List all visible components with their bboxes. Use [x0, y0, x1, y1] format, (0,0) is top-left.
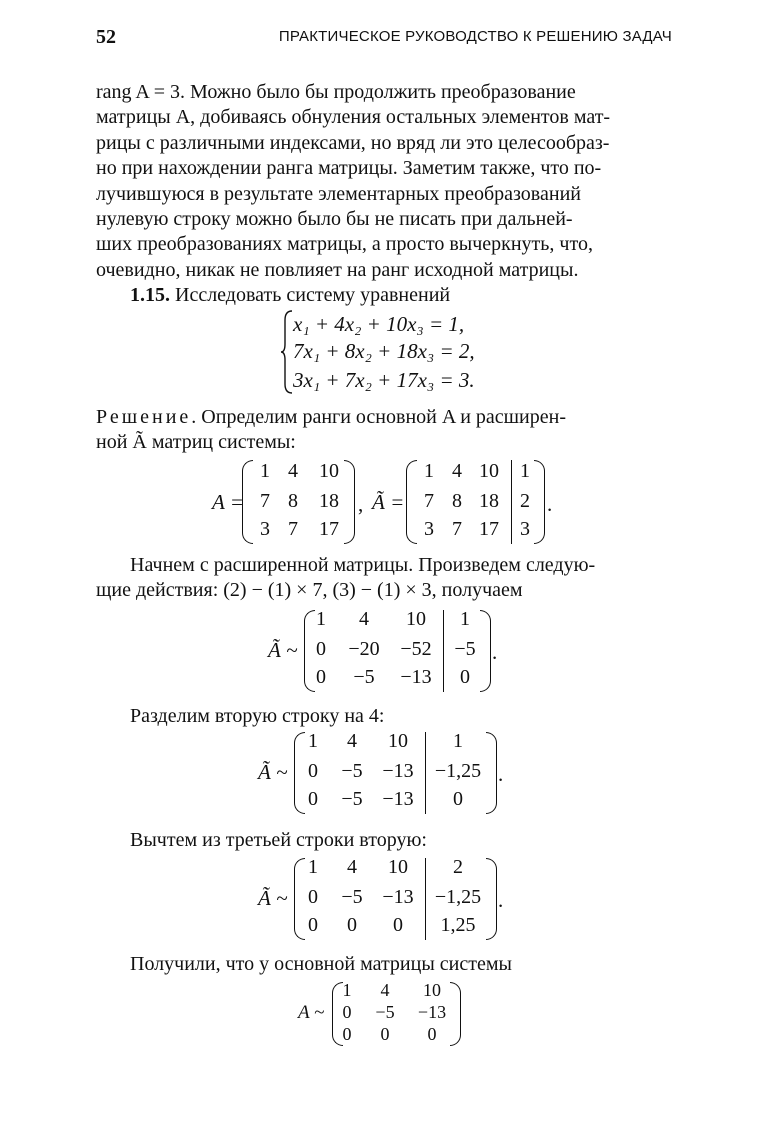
matrix-cell: 17 — [479, 518, 499, 540]
matrix-cell: −52 — [400, 638, 432, 660]
left-brace-icon — [281, 310, 293, 394]
solution-text-1: . Определим ранги основной A и расширен- — [191, 406, 567, 428]
text-line: очевидно, никак не повлияет на ранг исходной матрицы. — [96, 258, 579, 281]
matrix-cell: −13 — [382, 886, 414, 908]
matrix-cell: 0 — [308, 886, 318, 908]
period: . — [492, 640, 498, 664]
matrix-cell: −5 — [341, 760, 363, 782]
left-paren — [242, 460, 253, 544]
step2-paragraph — [96, 704, 672, 729]
matrix-label: Ã ~ — [258, 886, 288, 910]
matrix-cell: 0 — [453, 788, 463, 810]
matrix-cell: −20 — [348, 638, 380, 660]
right-paren — [480, 610, 491, 692]
matrix-label: A ~ — [298, 1002, 325, 1023]
matrix-cell: 0 — [316, 666, 326, 688]
matrix-cell: 1 — [520, 460, 530, 482]
solution-paragraph — [96, 405, 672, 456]
intro-paragraph — [96, 80, 672, 283]
matrix-cell: 10 — [479, 460, 499, 482]
comma: , — [358, 492, 364, 516]
matrix-cell: 8 — [288, 490, 298, 512]
matrix-cell: 7 — [260, 490, 270, 512]
matrix-cell: 0 — [342, 1024, 352, 1044]
matrix-cell: 7 — [288, 518, 298, 540]
right-paren — [344, 460, 355, 544]
matrix-cell: 1 — [424, 460, 434, 482]
right-paren — [450, 982, 461, 1046]
equation-1: x₁ + 4x₂ + 10x₃ = 1, — [293, 312, 465, 336]
matrix-cell: 18 — [319, 490, 339, 512]
matrix-cell: 4 — [288, 460, 298, 482]
matrix-cell: 0 — [316, 638, 326, 660]
step3-paragraph — [96, 828, 672, 853]
matrix-cell: 0 — [460, 666, 470, 688]
augment-bar — [425, 858, 426, 940]
text-line: Начнем с расширенной матрицы. Произведем следую- — [130, 554, 596, 576]
matrix-cell: −5 — [375, 1002, 395, 1022]
page-number: 52 — [96, 26, 116, 48]
matrix-cell: 8 — [452, 490, 462, 512]
text-line: матрицы A, добиваясь обнуления остальных элементов мат- — [96, 106, 611, 129]
step2-matrix — [258, 730, 508, 816]
solution-label: Решение — [96, 406, 192, 428]
matrix-cell: 1 — [308, 856, 318, 878]
matrix-aext-label: Ã = — [372, 490, 405, 514]
right-paren — [486, 858, 497, 940]
matrix-cell: 2 — [453, 856, 463, 878]
matrices-a-and-extended — [212, 458, 552, 548]
matrix-cell: 17 — [319, 518, 339, 540]
matrix-cell: 7 — [452, 518, 462, 540]
matrix-cell: 10 — [319, 460, 339, 482]
matrix-label: Ã ~ — [268, 638, 298, 662]
matrix-cell: −13 — [417, 1002, 447, 1022]
step1-matrix — [268, 608, 504, 694]
equation-2: 7x₁ + 8x₂ + 18x₃ = 2, — [293, 339, 475, 363]
text-line: Получили, что у основной матрицы системы — [130, 953, 512, 975]
matrix-cell: 1 — [316, 608, 326, 630]
matrix-cell: 10 — [388, 856, 408, 878]
matrix-cell: −5 — [341, 886, 363, 908]
text-line: ших преобразованиях матрицы, а просто вычеркнуть, что, — [96, 233, 593, 256]
matrix-cell: 0 — [380, 1024, 390, 1044]
text-line: Вычтем из третьей строки вторую: — [130, 829, 427, 851]
conclusion-paragraph — [96, 952, 672, 977]
matrix-cell: 3 — [260, 518, 270, 540]
solution-text-2: ной Ã матриц системы: — [96, 431, 296, 454]
right-paren — [486, 732, 497, 814]
matrix-cell: 18 — [479, 490, 499, 512]
matrix-cell: 7 — [424, 490, 434, 512]
matrix-cell: 3 — [520, 518, 530, 540]
matrix-cell: 10 — [388, 730, 408, 752]
equation-3: 3x₁ + 7x₂ + 17x₃ = 3. — [293, 368, 475, 392]
matrix-cell: 4 — [347, 730, 357, 752]
left-paren — [406, 460, 417, 544]
right-paren — [534, 460, 545, 544]
text-line: rang A = 3. Можно было бы продолжить преобразование — [96, 81, 576, 103]
matrix-cell: 1 — [460, 608, 470, 630]
matrix-cell: −1,25 — [434, 760, 482, 782]
matrix-cell: −5 — [341, 788, 363, 810]
matrix-cell: −13 — [400, 666, 432, 688]
problem-number: 1.15. — [130, 284, 170, 306]
augment-bar — [443, 610, 444, 692]
matrix-cell: 1 — [260, 460, 270, 482]
problem-statement — [96, 283, 672, 308]
matrix-cell: −13 — [382, 788, 414, 810]
matrix-cell: 4 — [452, 460, 462, 482]
conclusion-matrix — [298, 980, 468, 1050]
matrix-cell: 1,25 — [440, 914, 476, 936]
matrix-cell: 0 — [308, 760, 318, 782]
matrix-cell: −1,25 — [434, 886, 482, 908]
matrix-cell: 1 — [453, 730, 463, 752]
matrix-a-label: A = — [212, 490, 244, 514]
matrix-cell: 0 — [308, 914, 318, 936]
matrix-cell: 0 — [342, 1002, 352, 1022]
period: . — [498, 888, 504, 912]
matrix-cell: 10 — [406, 608, 426, 630]
augment-bar — [425, 732, 426, 814]
matrix-cell: 0 — [393, 914, 403, 936]
matrix-cell: −13 — [382, 760, 414, 782]
matrix-label: Ã ~ — [258, 760, 288, 784]
matrix-cell: 1 — [308, 730, 318, 752]
matrix-cell: 4 — [359, 608, 369, 630]
running-title: ПРАКТИЧЕСКОЕ РУКОВОДСТВО К РЕШЕНИЮ ЗАДАЧ — [278, 28, 672, 45]
matrix-cell: 10 — [423, 980, 441, 1000]
matrix-cell: 0 — [347, 914, 357, 936]
matrix-cell: 0 — [427, 1024, 437, 1044]
matrix-cell: 3 — [424, 518, 434, 540]
matrix-cell: 2 — [520, 490, 530, 512]
step1-paragraph — [96, 553, 672, 604]
augment-bar — [511, 460, 512, 544]
text-line: Разделим вторую строку на 4: — [130, 705, 385, 727]
text-line: нулевую строку можно было бы не писать при дальней- — [96, 208, 573, 231]
matrix-cell: 4 — [380, 980, 390, 1000]
page-header — [96, 26, 672, 52]
text-line: лучившуюся в результате элементарных преобразований — [96, 182, 581, 205]
matrix-cell: 0 — [308, 788, 318, 810]
text-line: рицы с различными индексами, но вряд ли это целесообраз- — [96, 131, 610, 154]
step3-matrix — [258, 856, 508, 942]
period: . — [498, 762, 504, 786]
text-line: но при нахождении ранга матрицы. Заметим также, что по- — [96, 157, 602, 180]
matrix-cell: −5 — [454, 638, 476, 660]
matrix-cell: −5 — [353, 666, 375, 688]
matrix-cell: 4 — [347, 856, 357, 878]
matrix-cell: 1 — [342, 980, 352, 1000]
period: . — [547, 492, 553, 516]
text-line: щие действия: (2) − (1) × 7, (3) − (1) × 3, получаем — [96, 579, 523, 602]
problem-text: Исследовать систему уравнений — [175, 284, 451, 306]
